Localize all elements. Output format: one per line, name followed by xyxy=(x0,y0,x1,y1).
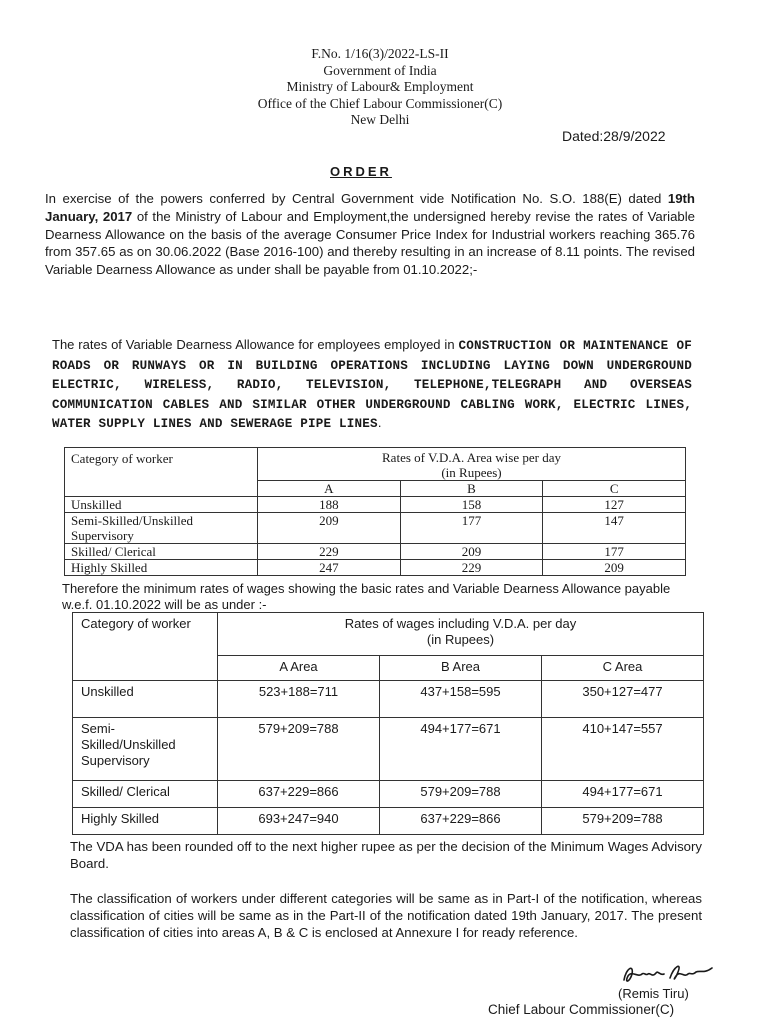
category-header: Category of worker xyxy=(65,448,258,497)
wage-cell: 693+247=940 xyxy=(218,808,380,835)
category-header: Category of worker xyxy=(73,613,218,681)
area-c-header: C Area xyxy=(542,656,704,681)
rate-cell: 229 xyxy=(400,560,543,576)
scope-text-b: . xyxy=(377,415,382,431)
category-cell: Unskilled xyxy=(65,497,258,513)
rate-cell: 147 xyxy=(543,513,686,544)
wage-cell: 579+209=788 xyxy=(380,781,542,808)
table-row xyxy=(73,718,704,781)
wage-cell: 437+158=595 xyxy=(380,681,542,718)
table-row xyxy=(73,808,704,835)
intro-paragraph xyxy=(45,190,695,279)
vda-rates-table xyxy=(64,447,686,576)
intro-bold-date: 19th January, 2017 xyxy=(45,191,695,224)
area-c-header: C xyxy=(543,481,686,497)
classification-note: The classification of workers under different categories will be same as in Part-I of the notification, whereas classification of cities will be same as in the Part-II of the notification dated 19th January, 2017. The present classification of cities into areas A, B & C is enclosed at Annexure I for ready reference. xyxy=(70,891,702,940)
office-line: Office of the Chief Labour Commissioner(C) xyxy=(257,95,503,111)
wage-cell: 350+127=477 xyxy=(542,681,704,718)
rates-header xyxy=(218,613,704,656)
rate-cell: 209 xyxy=(258,513,401,544)
table-row xyxy=(65,560,686,576)
table-row xyxy=(65,544,686,560)
rates-header xyxy=(258,448,686,481)
intro-text-b: of the Ministry of Labour and Employment,the undersigned hereby revise the rates of Variable Dearness Allowance on the basis of the average Consumer Price Index for Industrial workers reaching 365.76 from 357.65 as on 30.06.2022 (Base 2016-100) and thereby resulting in an increase of 8.11 points. The revised Variable Dearness Allowance as under shall be payable from 01.10.2022;- xyxy=(45,208,696,278)
rate-cell: 188 xyxy=(258,497,401,513)
rate-cell: 229 xyxy=(258,544,401,560)
table-row xyxy=(65,497,686,513)
wage-cell: 579+209=788 xyxy=(542,808,704,835)
signature-block xyxy=(480,958,720,1024)
wage-cell: 523+188=711 xyxy=(218,681,380,718)
file-number: F.No. 1/16(3)/2022-LS-II xyxy=(311,46,449,61)
city-line: New Delhi xyxy=(350,112,410,127)
rate-cell: 177 xyxy=(400,513,543,544)
category-cell: Highly Skilled xyxy=(73,808,218,835)
wage-cell: 494+177=671 xyxy=(542,781,704,808)
table-row xyxy=(73,781,704,808)
area-b-header: B xyxy=(400,481,543,497)
area-a-header: A xyxy=(258,481,401,497)
rate-cell: 209 xyxy=(543,560,686,576)
wages-intro: Therefore the minimum rates of wages showing the basic rates and Variable Dearness Allowance payable w.e.f. 01.10.2022 will be as under :- xyxy=(62,581,671,612)
rates-header-sub: (in Rupees) xyxy=(441,465,502,480)
rounding-note: The VDA has been rounded off to the next higher rupee as per the decision of the Minimum Wages Advisory Board. xyxy=(70,839,702,871)
scope-text-a: The rates of Variable Dearness Allowance for employees employed in xyxy=(52,337,459,352)
wage-cell: 637+229=866 xyxy=(218,781,380,808)
area-a-header: A Area xyxy=(218,656,380,681)
area-b-header: B Area xyxy=(380,656,542,681)
wage-cell: 579+209=788 xyxy=(218,718,380,781)
wage-cell: 637+229=866 xyxy=(380,808,542,835)
scope-bold-text: CONSTRUCTION OR MAINTENANCE OF ROADS OR RUNWAYS OR IN BUILDING OPERATIONS INCLUDING LAYING DOWN UNDERGROUND ELECTRIC, WIRELESS, RADIO, TELEVISION, TELEPHONE,TELEGRAPH AND OVERSEAS COMMUNICATION CABLES AND SIMILAR OTHER UNDERGROUND CABLING WORK, ELECTRIC LINES, WATER SUPPLY LINES AND SEWERAGE PIPE LINES xyxy=(52,339,692,432)
rates-header-title: Rates of wages including V.D.A. per day xyxy=(344,616,577,631)
rate-cell: 177 xyxy=(543,544,686,560)
rates-header-title: Rates of V.D.A. Area wise per day xyxy=(382,450,561,465)
wage-cell: 410+147=557 xyxy=(542,718,704,781)
category-cell: Unskilled xyxy=(73,681,218,718)
table-row xyxy=(73,681,704,718)
category-cell: Skilled/ Clerical xyxy=(65,544,258,560)
intro-text-a: In exercise of the powers conferred by Central Government vide Notification No. S.O. 188(E) dated xyxy=(45,191,668,206)
table-row xyxy=(65,513,686,544)
government-line: Government of India xyxy=(323,62,437,78)
category-cell: Semi-Skilled/Unskilled Supervisory xyxy=(73,718,218,781)
signatory-title: Chief Labour Commissioner(C) xyxy=(488,1002,675,1017)
signatory-name: (Remis Tiru) xyxy=(618,986,689,1001)
ministry-line: Ministry of Labour& Employment xyxy=(286,79,474,94)
rate-cell: 127 xyxy=(543,497,686,513)
rates-header-sub: (in Rupees) xyxy=(426,632,495,647)
rate-cell: 158 xyxy=(400,497,543,513)
category-cell: Skilled/ Clerical xyxy=(73,781,218,808)
table-row xyxy=(73,613,704,656)
rate-cell: 247 xyxy=(258,560,401,576)
wage-rates-table xyxy=(72,612,704,835)
category-cell: Semi-Skilled/Unskilled Supervisory xyxy=(65,513,258,544)
scope-paragraph xyxy=(52,336,692,434)
order-title: ORDER xyxy=(330,164,392,179)
category-cell: Highly Skilled xyxy=(65,560,258,576)
rate-cell: 209 xyxy=(400,544,543,560)
date-line: Dated:28/9/2022 xyxy=(562,128,666,144)
wage-cell: 494+177=671 xyxy=(380,718,542,781)
table-row xyxy=(65,448,686,481)
letterhead xyxy=(200,46,560,129)
